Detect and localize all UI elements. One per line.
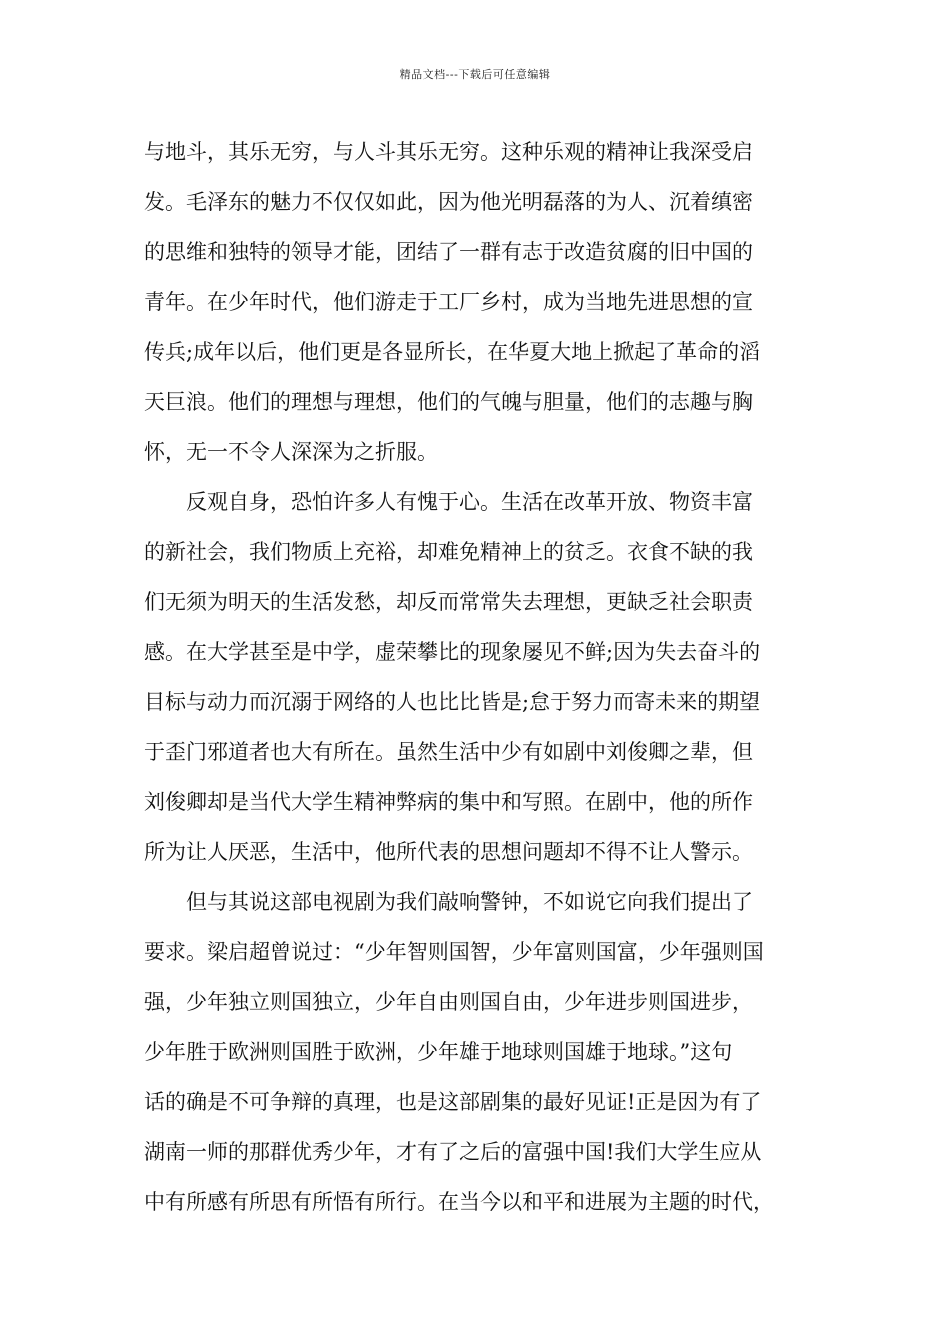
text-line: 发。毛泽东的魅力不仅仅如此，因为他光明磊落的为人、沉着缜密 — [144, 190, 753, 214]
body-text — [144, 127, 824, 1227]
text-line: 与地斗，其乐无穷，与人斗其乐无穷。这种乐观的精神让我深受启 — [144, 140, 753, 164]
text-line: 但与其说这部电视剧为我们敲响警钟，不如说它向我们提出了 — [144, 890, 753, 914]
text-line: 强，少年独立则国独立，少年自由则国自由，少年进步则国进步， — [144, 990, 753, 1014]
text-line: 天巨浪。他们的理想与理想，他们的气魄与胆量，他们的志趣与胸 — [144, 390, 753, 414]
text-line: 目标与动力而沉溺于网络的人也比比皆是;怠于努力而寄未来的期望 — [144, 690, 761, 714]
text-line: 要求。梁启超曾说过：“少年智则国智，少年富则国富，少年强则国 — [144, 940, 764, 964]
text-line: 少年胜于欧洲则国胜于欧洲，少年雄于地球则国雄于地球。”这句 — [144, 1040, 733, 1064]
text-line: 传兵;成年以后，他们更是各显所长，在华夏大地上掀起了革命的滔 — [144, 340, 761, 364]
text-line: 青年。在少年时代，他们游走于工厂乡村，成为当地先进思想的宣 — [144, 290, 753, 314]
page-header: 精品文档---下载后可任意编辑 — [399, 68, 551, 81]
text-line: 们无须为明天的生活发愁，却反而常常失去理想，更缺乏社会职责 — [144, 590, 753, 614]
text-line: 的新社会，我们物质上充裕，却难免精神上的贫乏。衣食不缺的我 — [144, 540, 753, 564]
text-line: 的思维和独特的领导才能，团结了一群有志于改造贫腐的旧中国的 — [144, 240, 753, 264]
text-line: 刘俊卿却是当代大学生精神弊病的集中和写照。在剧中，他的所作 — [144, 790, 753, 814]
text-line: 感。在大学甚至是中学，虚荣攀比的现象屡见不鲜;因为失去奋斗的 — [144, 640, 761, 664]
text-line: 怀，无一不令人深深为之折服。 — [144, 440, 438, 464]
text-line: 于歪门邪道者也大有所在。虽然生活中少有如剧中刘俊卿之辈，但 — [144, 740, 753, 764]
text-line: 中有所感有所思有所悟有所行。在当今以和平和进展为主题的时代， — [144, 1190, 774, 1214]
text-line: 湖南一师的那群优秀少年，才有了之后的富强中国!我们大学生应从 — [144, 1140, 762, 1164]
text-line: 话的确是不可争辩的真理，也是这部剧集的最好见证!正是因为有了 — [144, 1090, 762, 1114]
text-line: 所为让人厌恶，生活中，他所代表的思想问题却不得不让人警示。 — [144, 840, 753, 864]
text-line: 反观自身，恐怕许多人有愧于心。生活在改革开放、物资丰富 — [144, 490, 753, 514]
